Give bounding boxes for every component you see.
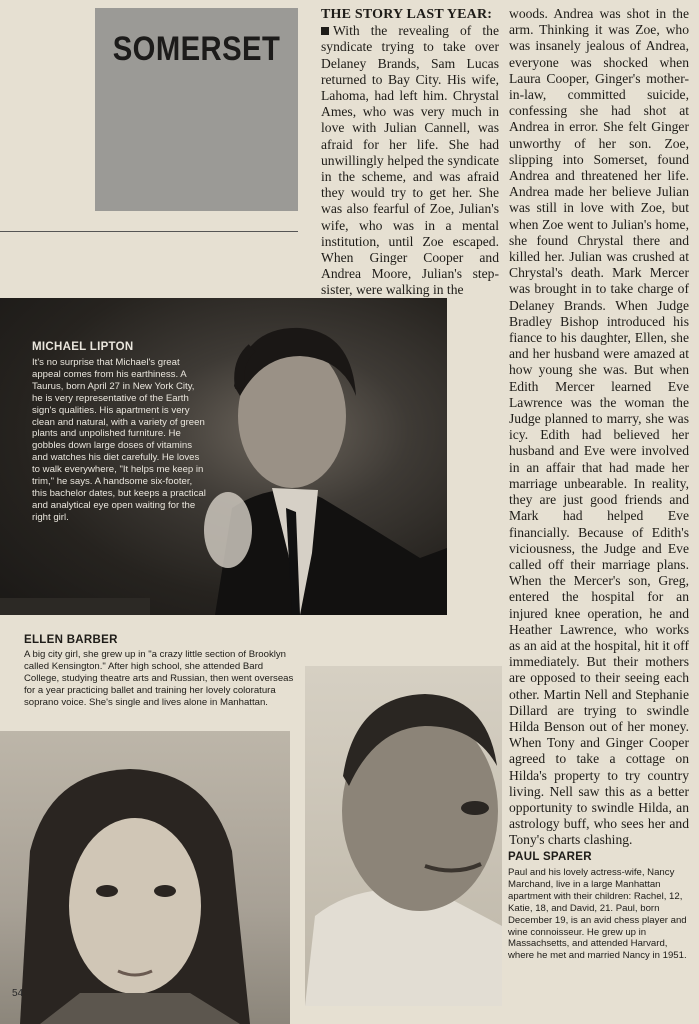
sparer-name: PAUL SPARER bbox=[508, 851, 592, 863]
title-box bbox=[95, 8, 298, 211]
sparer-bio: Paul and his lovely actress-wife, Nancy Marchand, live in a large Manhattan apartment with their children: Rachel, 12, Katie, 18, and David, 21. Paul, born December 19, is an avid chess player and wine connoisseur. He grew up in Massachsetts, and attended Harvard, where he met and married Nancy in 1951. bbox=[508, 867, 687, 962]
paul-sparer-photo bbox=[305, 666, 502, 1006]
story-heading: THE STORY LAST YEAR: bbox=[321, 7, 493, 22]
barber-caption bbox=[24, 634, 294, 709]
lipton-name: MICHAEL LIPTON bbox=[32, 341, 134, 353]
barber-name: ELLEN BARBER bbox=[24, 634, 118, 646]
sparer-caption bbox=[508, 851, 688, 962]
page-number: 54 bbox=[12, 988, 24, 999]
page-title: SOMERSET bbox=[112, 30, 281, 68]
lipton-bio: It's no surprise that Michael's great appeal comes from his earthiness. A Taurus, born April 27 in New York City, he is very representative of the Earth sign's qualities. His apartment is very clean and natural, with a variety of green plants and unpolished furniture. He gobbles down large doses of vitamins and watches his diet carefully. He loves to walk everywhere, "It helps me keep in trim," he says. A handsome six-footer, this bachelor dates, but keeps a practical and analytical eye open waiting for the right girl. bbox=[32, 357, 206, 523]
portrait-figure bbox=[305, 666, 502, 1006]
portrait-figure bbox=[0, 731, 290, 1024]
bullet-icon bbox=[321, 27, 329, 35]
ellen-barber-photo bbox=[0, 731, 290, 1024]
lipton-caption bbox=[32, 341, 207, 524]
barber-bio: A big city girl, she grew up in "a crazy little section of Brooklyn called Kensington." After high school, she attended Bard College, studying theatre arts and Russian, then went overseas for a year practicing ballet and training her lovely coloratura soprano voice. She's single and lives alone in Manhattan. bbox=[24, 649, 294, 708]
story-text-1: With the revealing of the syndicate trying to take over Delaney Brands, Sam Lucas returned to Bay City. His wife, Lahoma, had left him. Chrystal Ames, who was very much in love with Julian Cannell, was afraid for her life. She had unwillingly helped the syndicate in the scheme, and was afraid they would try to get her. She was also fearful of Zoe, Julian's wife, who was in a mental institution, until Zoe escaped. When Ginger Cooper and Andrea Moore, Julian's step-sister, were walking in the bbox=[321, 23, 499, 298]
story-text-2: woods. Andrea was shot in the arm. Thinking it was Zoe, who was insanely jealous of Andrea, everyone was shocked when Laura Cooper, Ginger's mother-in-law, committed suicide, confessing she had shot at Andrea in error. She felt Ginger unworthy of her son. Zoe, slipping into Somerset, found Andrea and threatened her life. Andrea made her believe Julian was still in love with Zoe, but when Zoe went to Julian's home, she found Chrystal there and killed her. Julian was crushed at Chrystal's death. Mark Mercer was brought in to take charge of Delaney Brands. When Judge Bradley Bishop introduced his fiance to his daughter, Ellen, she and her husband were amazed at how young she was. But when Edith Mercer learned Eve Lawrence was the woman the Judge planned to marry, she was icy. Edith had believed her husband and Eve were involved in an affair that had made her marriage unbearable. In reality, they are just good friends and Mark had helped Eve financially. Because of Edith's viciousness, the Judge and Eve called off their marriage plans. When the Mercer's son, Greg, entered the hospital for an injured knee operation, he and Heather Lawrence, who works as an aid at the hospital, hit it off immediately. But their mothers are opposed to their seeing each other. Martin Nell and Stephanie Dillard are trying to swindle Hilda Benson out of her money. When Tony and Ginger Cooper agreed to take a cottage on Hilda's property to try country living. Nell saw this as a better opportunity to swindle Hilda, an astrology buff, who sees her and Tony's charts clashing. bbox=[509, 6, 689, 848]
section-divider bbox=[0, 231, 298, 232]
story-column-1 bbox=[321, 6, 499, 299]
story-column-2 bbox=[509, 6, 689, 849]
